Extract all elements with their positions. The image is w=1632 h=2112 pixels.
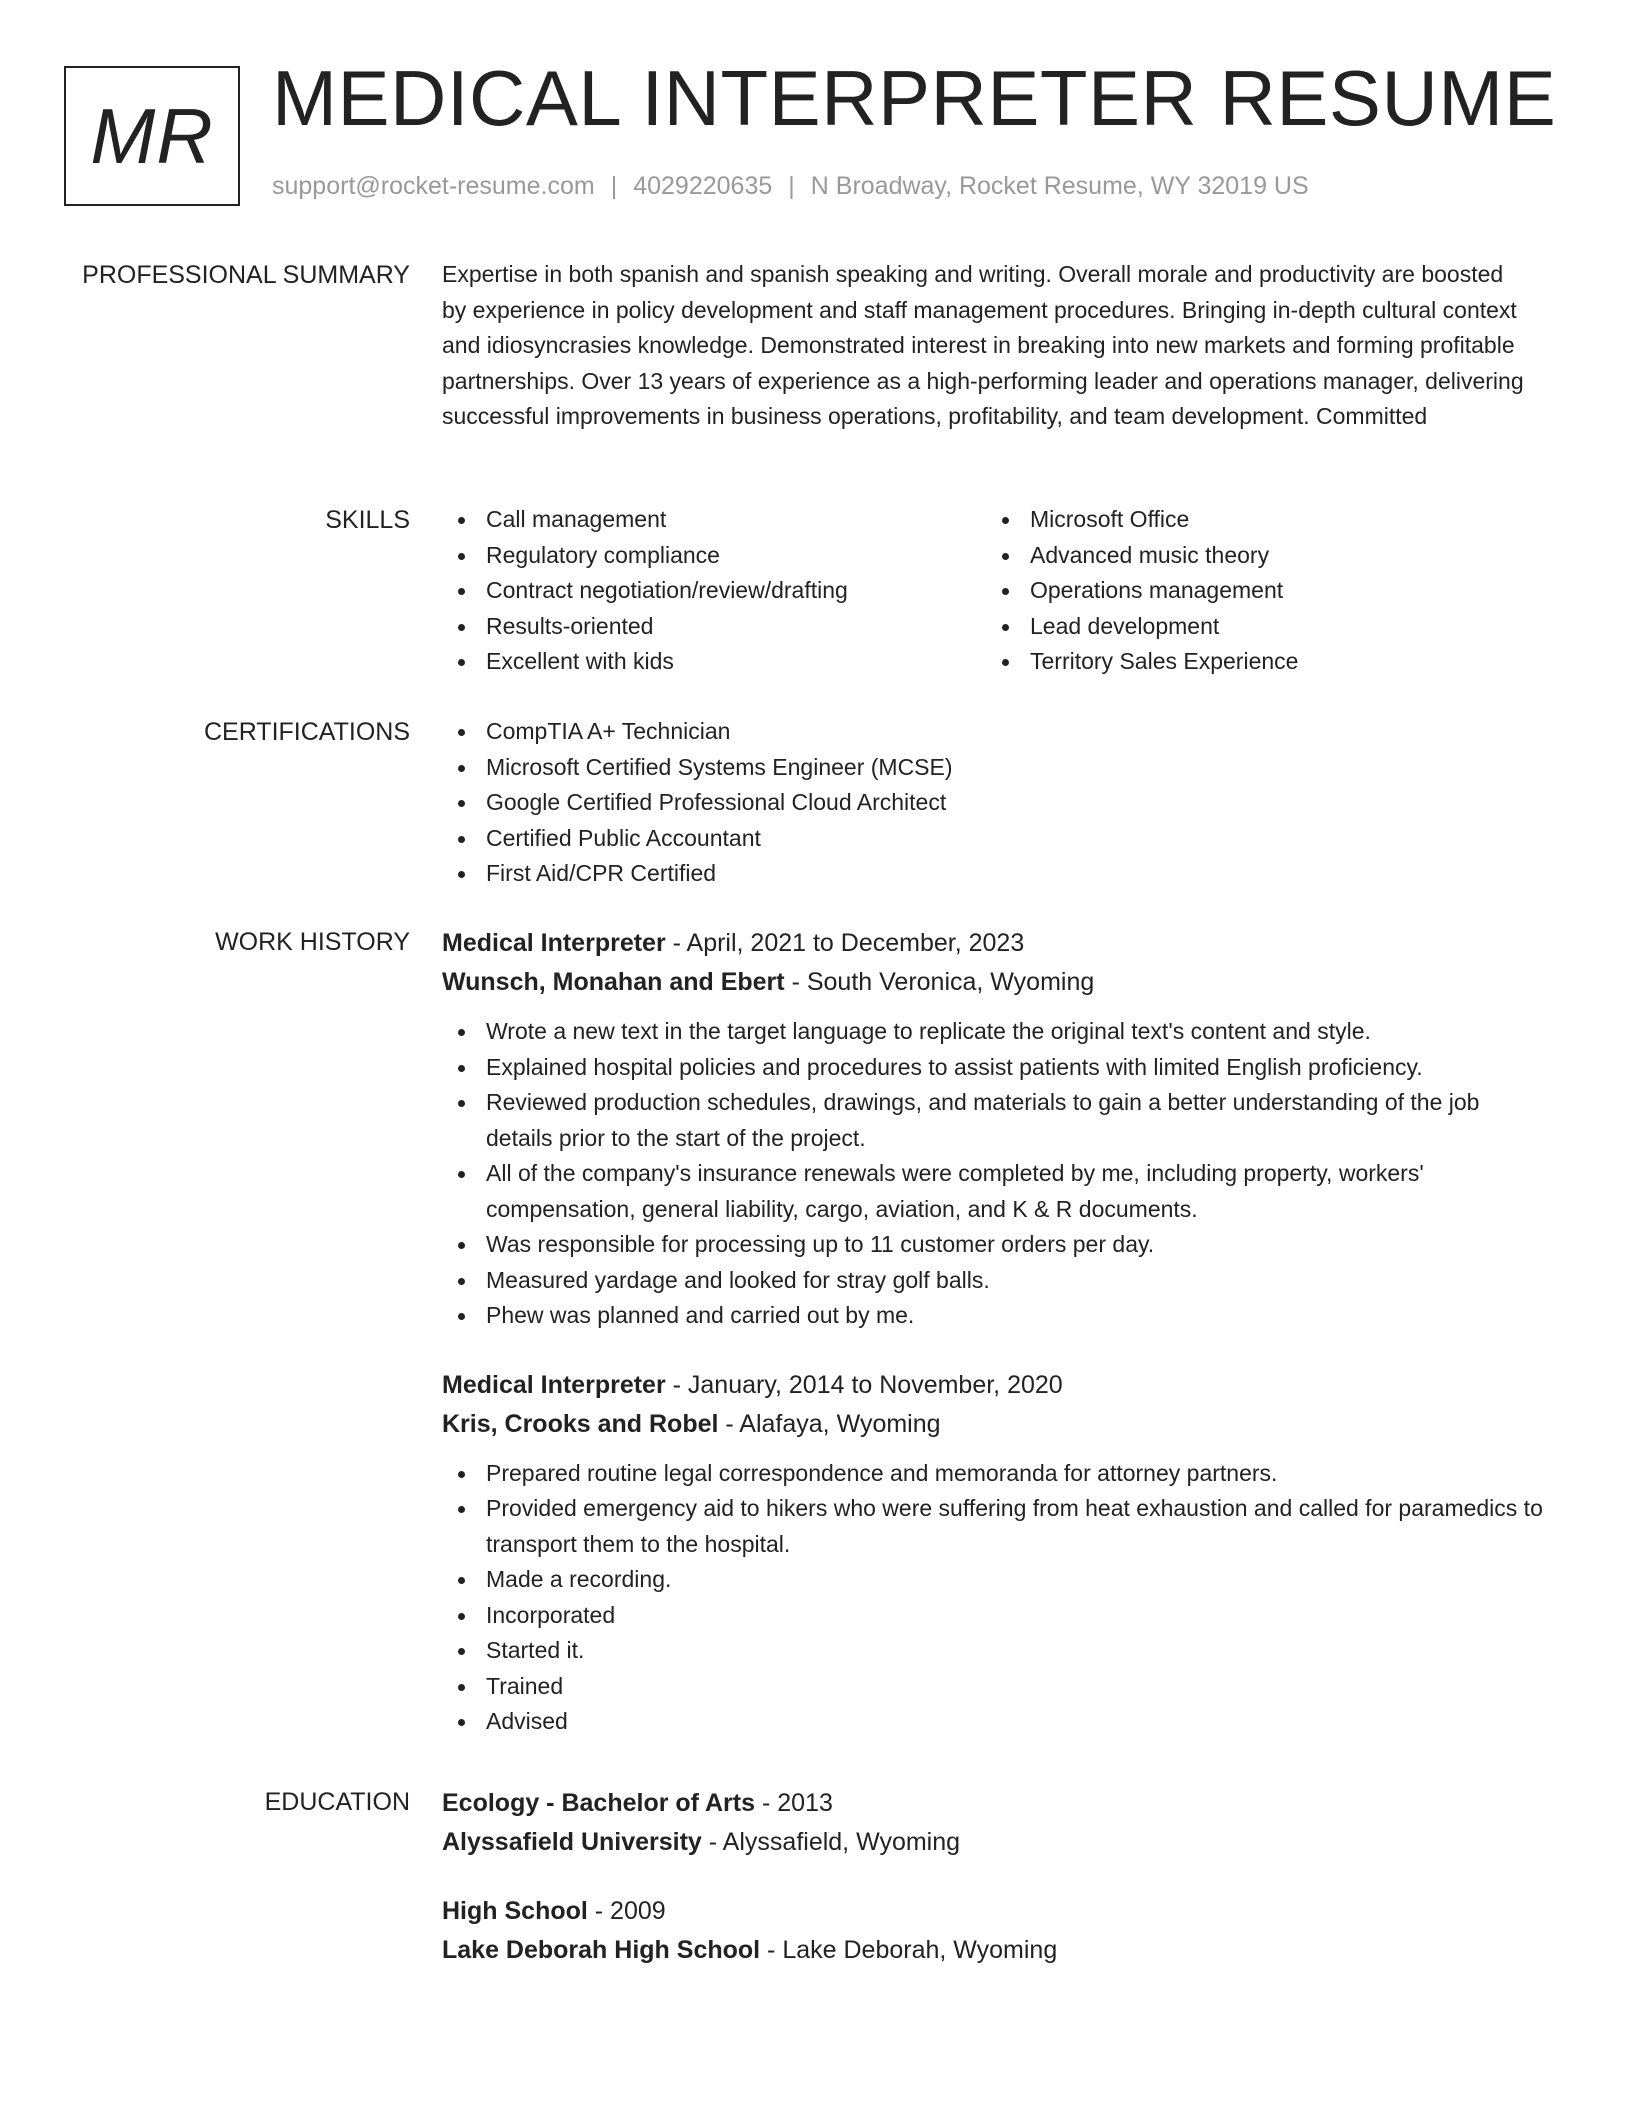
contact-address: N Broadway, Rocket Resume, WY 32019 US	[810, 172, 1309, 200]
job-company-line	[442, 1405, 1550, 1444]
job-dates: - January, 2014 to November, 2020	[665, 1370, 1063, 1399]
job-title-line	[442, 924, 1550, 963]
contact-email: support@rocket-resume.com	[272, 172, 595, 200]
education-degree: High School	[442, 1897, 588, 1925]
education-school: Alyssafield University	[442, 1828, 702, 1856]
work-history-body	[442, 924, 1550, 1740]
section-label-education: EDUCATION	[264, 1788, 410, 1816]
job-duty: Phew was planned and carried out by me.	[442, 1298, 1550, 1334]
contact-line	[272, 172, 1309, 201]
monogram-initials: MR	[90, 92, 214, 180]
education-location: - Lake Deborah, Wyoming	[760, 1936, 1058, 1964]
job-location: - South Veronica, Wyoming	[784, 968, 1095, 996]
job-location: - Alafaya, Wyoming	[718, 1409, 941, 1438]
certifications-body	[442, 714, 1550, 892]
job-duty: Reviewed production schedules, drawings, and materials to gain a better understanding of the job details prior to the start of the project.	[442, 1085, 1550, 1156]
job-dates: - April, 2021 to December, 2023	[665, 929, 1025, 957]
education-school-line	[442, 1931, 1550, 1970]
skill-item: Microsoft Office	[986, 502, 1530, 538]
education-degree: Ecology - Bachelor of Arts	[442, 1789, 756, 1817]
education-entry	[442, 1892, 1550, 1970]
job-company: Kris, Crooks and Robel	[442, 1409, 719, 1438]
job-title-line	[442, 1366, 1550, 1405]
job-title: Medical Interpreter	[442, 929, 666, 957]
job-duty: All of the company's insurance renewals were completed by me, including property, workers' compensation, general liability, cargo, aviation, and K & R documents.	[442, 1156, 1550, 1227]
certification-item: Google Certified Professional Cloud Architect	[442, 785, 1550, 821]
certification-item: First Aid/CPR Certified	[442, 856, 1550, 892]
education-year: - 2013	[755, 1789, 833, 1817]
skill-item: Lead development	[986, 609, 1530, 645]
skills-list-right	[986, 502, 1530, 680]
contact-phone: 4029220635	[633, 172, 773, 200]
monogram-box	[64, 66, 240, 206]
skill-item: Excellent with kids	[442, 644, 986, 680]
skill-item: Regulatory compliance	[442, 538, 986, 574]
education-school-line	[442, 1823, 1550, 1862]
education-degree-line	[442, 1784, 1550, 1823]
skills-body	[442, 502, 1550, 680]
job-entry	[442, 924, 1550, 1334]
education-year: - 2009	[587, 1897, 666, 1925]
skill-item: Territory Sales Experience	[986, 644, 1530, 680]
skill-item: Contract negotiation/review/drafting	[442, 573, 986, 609]
job-duty: Measured yardage and looked for stray golf balls.	[442, 1263, 1550, 1299]
job-duty: Provided emergency aid to hikers who were suffering from heat exhaustion and called for paramedics to transport them to the hospital.	[442, 1491, 1550, 1562]
certification-item: Microsoft Certified Systems Engineer (MCSE)	[442, 750, 1550, 786]
job-entry	[442, 1366, 1550, 1740]
summary-text: Expertise in both spanish and spanish speaking and writing. Overall morale and productivity are boosted by experience in policy development and staff management procedures. Bringing in-depth cultural context and idiosyncrasies knowledge. Demonstrated interest in breaking into new markets and forming profitable partnerships. Over 13 years of experience as a high-performing leader and operations manager, delivering successful improvements in business operations, profitability, and team development. Committed	[442, 261, 1524, 429]
skill-item: Results-oriented	[442, 609, 986, 645]
skills-list-left	[442, 502, 986, 680]
contact-separator: |	[788, 172, 795, 200]
skill-item: Advanced music theory	[986, 538, 1530, 574]
job-duty: Started it.	[442, 1633, 1550, 1669]
job-duties-list	[442, 1456, 1550, 1740]
job-duty: Incorporated	[442, 1598, 1550, 1634]
contact-separator: |	[610, 172, 618, 200]
job-duty: Trained	[442, 1669, 1550, 1705]
skills-columns	[442, 502, 1550, 680]
section-label-work-history: WORK HISTORY	[215, 928, 410, 956]
section-label-summary: PROFESSIONAL SUMMARY	[82, 261, 410, 289]
education-body	[442, 1784, 1550, 1970]
job-duty: Wrote a new text in the target language to replicate the original text's content and style.	[442, 1014, 1550, 1050]
certifications-list	[442, 714, 1550, 892]
page-title: MEDICAL INTERPRETER RESUME	[272, 54, 1557, 142]
job-title: Medical Interpreter	[442, 1370, 666, 1399]
job-duties-list	[442, 1014, 1550, 1334]
skill-item: Operations management	[986, 573, 1530, 609]
job-duty: Explained hospital policies and procedures to assist patients with limited English proficiency.	[442, 1050, 1550, 1086]
job-duty: Was responsible for processing up to 11 customer orders per day.	[442, 1227, 1550, 1263]
skill-item: Call management	[442, 502, 986, 538]
education-location: - Alyssafield, Wyoming	[701, 1828, 961, 1856]
education-degree-line	[442, 1892, 1550, 1931]
section-label-skills: SKILLS	[325, 506, 410, 534]
job-company: Wunsch, Monahan and Ebert	[442, 968, 785, 996]
job-duty: Advised	[442, 1704, 1550, 1740]
job-company-line	[442, 963, 1550, 1002]
summary-body	[442, 257, 1550, 435]
section-label-certifications: CERTIFICATIONS	[203, 718, 410, 746]
job-duty: Prepared routine legal correspondence and memoranda for attorney partners.	[442, 1456, 1550, 1492]
certification-item: Certified Public Accountant	[442, 821, 1550, 857]
education-entry	[442, 1784, 1550, 1862]
certification-item: CompTIA A+ Technician	[442, 714, 1550, 750]
job-duty: Made a recording.	[442, 1562, 1550, 1598]
education-school: Lake Deborah High School	[442, 1936, 761, 1964]
